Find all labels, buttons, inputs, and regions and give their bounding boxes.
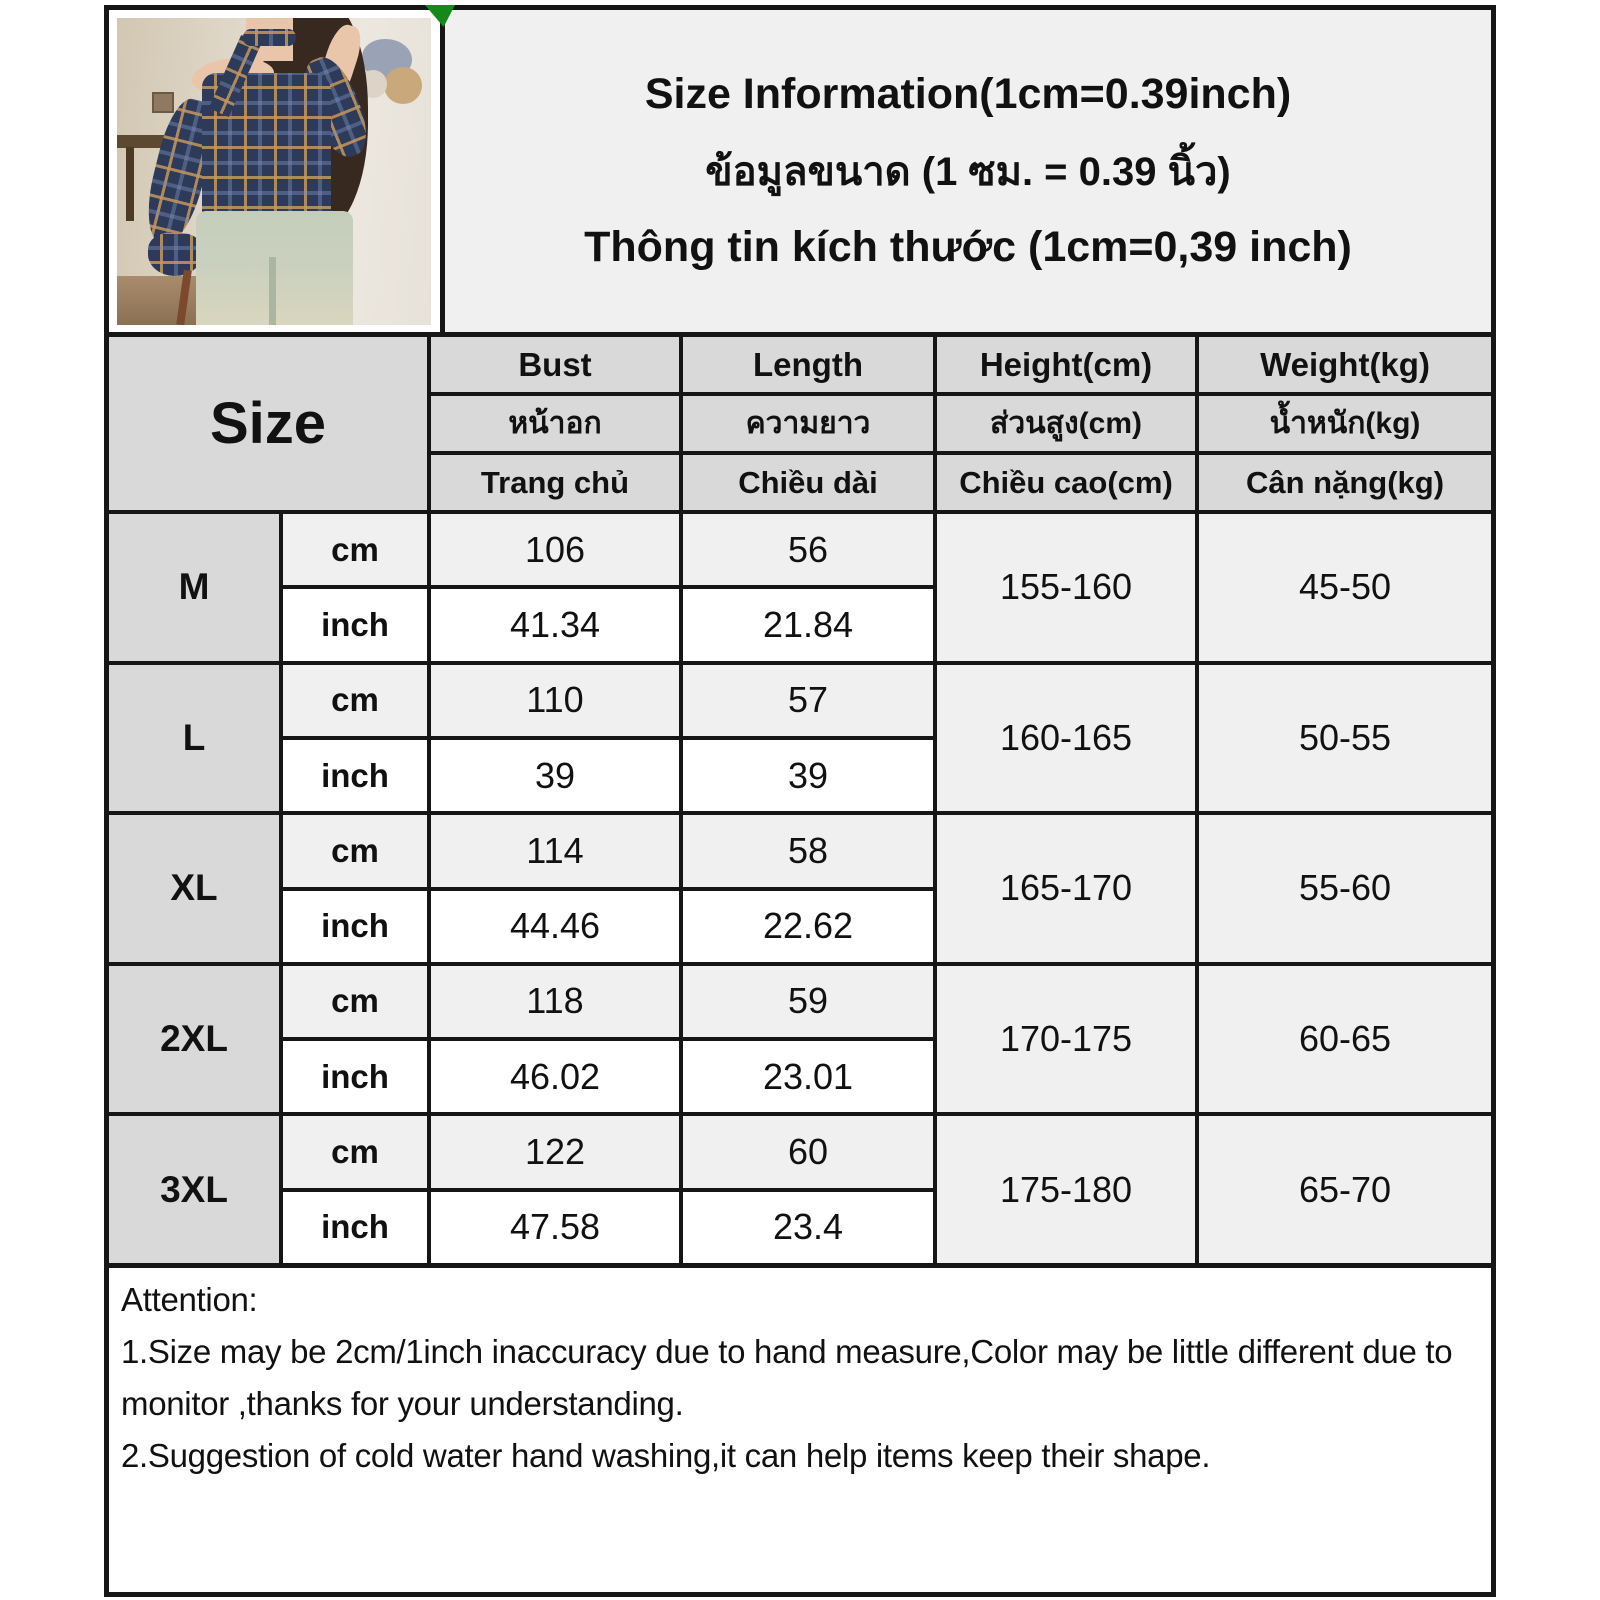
unit-label-inch: inch [283,1041,427,1112]
col-header-weight-en: Weight(kg) [1199,337,1491,392]
bust-inch-m: 41.34 [431,589,679,660]
attention-title: Attention: [121,1281,258,1318]
length-cm-m: 56 [683,514,933,585]
weight-range-3xl: 65-70 [1199,1116,1491,1263]
col-header-height-vi: Chiều cao(cm) [937,455,1195,510]
bust-inch-l: 39 [431,740,679,811]
photo-choker [243,29,296,46]
title-vietnamese: Thông tin kích thước (1cm=0,39 inch) [584,223,1352,271]
product-photo [117,18,431,325]
length-cm-2xl: 59 [683,966,933,1037]
size-label-m: M [109,514,279,661]
unit-label-cm: cm [283,665,427,736]
bust-cm-l: 110 [431,665,679,736]
weight-range-m: 45-50 [1199,514,1491,661]
col-header-length-vi: Chiều dài [683,455,933,510]
attention-line-1: 1.Size may be 2cm/1inch inaccuracy due to hand measure,Color may be little different due to monitor ,thanks for your understanding. [121,1333,1453,1423]
length-cm-3xl: 60 [683,1116,933,1187]
height-range-2xl: 170-175 [937,966,1195,1113]
photo-ruffle-cuff [148,233,201,276]
unit-label-inch: inch [283,1192,427,1263]
unit-label-inch: inch [283,740,427,811]
weight-range-xl: 55-60 [1199,815,1491,962]
length-cm-xl: 58 [683,815,933,886]
size-label-2xl: 2XL [109,966,279,1113]
length-inch-m: 21.84 [683,589,933,660]
product-photo-cell [109,10,445,332]
height-range-m: 155-160 [937,514,1195,661]
length-inch-2xl: 23.01 [683,1041,933,1112]
bust-cm-2xl: 118 [431,966,679,1037]
title-english: Size Information(1cm=0.39inch) [644,70,1292,118]
size-chart-sheet [104,5,1496,1597]
unit-label-cm: cm [283,815,427,886]
height-range-xl: 165-170 [937,815,1195,962]
bust-cm-m: 106 [431,514,679,585]
bust-inch-3xl: 47.58 [431,1192,679,1263]
size-table [109,337,1491,1263]
length-inch-l: 39 [683,740,933,811]
col-header-height-en: Height(cm) [937,337,1195,392]
unit-label-cm: cm [283,514,427,585]
size-label-l: L [109,665,279,812]
length-inch-3xl: 23.4 [683,1192,933,1263]
length-cm-l: 57 [683,665,933,736]
photo-table-leg [126,147,134,221]
bust-cm-3xl: 122 [431,1116,679,1187]
bust-cm-xl: 114 [431,815,679,886]
col-header-weight-vi: Cân nặng(kg) [1199,455,1491,510]
height-range-3xl: 175-180 [937,1116,1195,1263]
unit-label-inch: inch [283,589,427,660]
bust-inch-2xl: 46.02 [431,1041,679,1112]
weight-range-2xl: 60-65 [1199,966,1491,1113]
col-header-bust-vi: Trang chủ [431,455,679,510]
weight-range-l: 50-55 [1199,665,1491,812]
col-header-length-th: ความยาว [683,396,933,451]
col-header-height-th: ส่วนสูง(cm) [937,396,1195,451]
col-header-weight-th: น้ำหนัก(kg) [1199,396,1491,451]
unit-label-cm: cm [283,966,427,1037]
size-label-xl: XL [109,815,279,962]
length-inch-xl: 22.62 [683,891,933,962]
col-header-bust-en: Bust [431,337,679,392]
unit-label-cm: cm [283,1116,427,1187]
col-header-bust-th: หน้าอก [431,396,679,451]
height-range-l: 160-165 [937,665,1195,812]
size-header-cell: Size [109,337,427,510]
col-header-length-en: Length [683,337,933,392]
attention-line-2: 2.Suggestion of cold water hand washing,it can help items keep their shape. [121,1437,1211,1475]
header-band [109,10,1491,337]
size-info-title-block [445,10,1491,332]
photo-pants-crease [269,257,275,325]
size-label-3xl: 3XL [109,1116,279,1263]
attention-note [109,1263,1491,1592]
photo-wall-frame [152,92,174,113]
bust-inch-xl: 44.46 [431,891,679,962]
photo-wall-decor [384,67,422,104]
title-thai: ข้อมูลขนาด (1 ซม. = 0.39 นิ้ว) [705,150,1231,194]
unit-label-inch: inch [283,891,427,962]
